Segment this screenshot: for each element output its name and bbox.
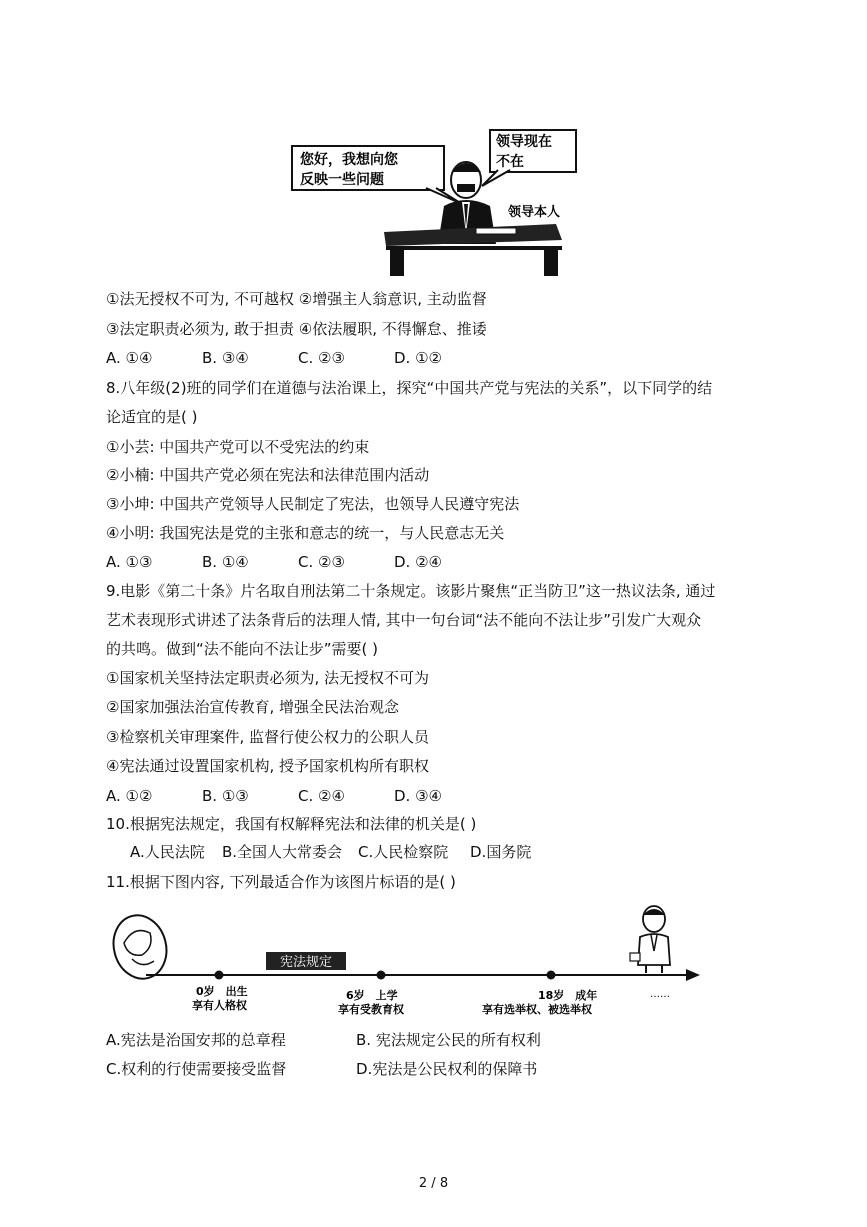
timeline-point-school [377,971,386,980]
q7-options [106,348,442,368]
timeline-point-adult [547,971,556,980]
timeline-age-0: 0岁 出生 [196,985,248,998]
q8-option-a[interactable]: A. ①③ [106,553,153,571]
q7-option-c[interactable]: C. ②③ [298,349,345,367]
q7-option-b[interactable]: B. ③④ [202,349,249,367]
q9-item-4: ④宪法通过设置国家机构, 授予国家机构所有职权 [106,757,429,775]
q10-option-d[interactable]: D.国务院 [470,843,532,861]
q9-option-d[interactable]: D. ③④ [394,787,442,805]
q11-options-row-2 [106,1059,537,1079]
timeline-ellipsis: …… [650,989,670,1000]
q8-item-4: ④小明: 我国宪法是党的主张和意志的统一，与人民意志无关 [106,524,505,542]
q8-option-c[interactable]: C. ②③ [298,553,345,571]
bubble-left-line2: 反映一些问题 [300,172,384,188]
timeline-box-label: 宪法规定 [279,955,333,970]
q9-stem-line-3: 的共鸣。做到“法不能向不法让步”需要( ) [106,640,379,658]
page-number: 2 / 8 [418,1176,449,1191]
q9-options [106,786,442,806]
q8-item-3: ③小坤: 中国共产党领导人民制定了宪法，也领导人民遵守宪法 [106,495,520,513]
q10-stem: 10.根据宪法规定，我国有权解释宪法和法律的机关是( ) [106,815,477,833]
q7-item-line-1: ①法无授权不可为, 不可越权 ②增强主人翁意识, 主动监督 [106,290,487,308]
q9-option-a[interactable]: A. ①② [106,787,153,805]
q9-item-1: ①国家机关坚持法定职责必须为, 法无授权不可为 [106,669,429,687]
q8-options [106,552,442,572]
q9-option-b[interactable]: B. ①③ [202,787,249,805]
q11-option-b[interactable]: B. 宪法规定公民的所有权利 [356,1031,541,1049]
q11-stem: 11.根据下图内容, 下列最适合作为该图片标语的是( ) [106,873,456,891]
q7-option-a[interactable]: A. ①④ [106,349,153,367]
timeline-age-1: 6岁 上学 [346,989,398,1002]
q10-option-a[interactable]: A.人民法院 [130,843,205,861]
baby-icon [107,909,174,984]
q9-item-3: ③检察机关审理案件, 监督行使公权力的公职人员 [106,728,429,746]
q7-item-line-2: ③法定职责必须为, 敢于担责 ④依法履职, 不得懈怠、推诿 [106,320,487,338]
bubble-right-line2: 不在 [496,154,524,170]
timeline-right-0: 享有人格权 [192,999,247,1012]
q10-option-b[interactable]: B.全国人大常委会 [222,843,343,861]
desk-icon [384,224,562,276]
q9-stem-line-1: 9.电影《第二十条》片名取自刑法第二十条规定。该影片聚焦“正当防卫”这一热议法条, 通过 [106,582,716,600]
timeline-right-1: 享有受教育权 [338,1003,404,1016]
q8-stem-line-1: 8.八年级(2)班的同学们在道德与法治课上，探究“中国共产党与宪法的关系”，以下同学的结 [106,379,713,397]
q11-option-d[interactable]: D.宪法是公民权利的保障书 [356,1060,538,1078]
q8-item-1: ①小芸: 中国共产党可以不受宪法的约束 [106,438,370,456]
q9-stem-line-2: 艺术表现形式讲述了法条背后的法理人情, 其中一句台词“法不能向不法让步”引发广大观众 [106,611,702,629]
q7-option-d[interactable]: D. ①② [394,349,442,367]
bubble-right-line1: 领导现在 [496,134,552,150]
timeline-point-birth [215,971,224,980]
q11-options-row-1 [106,1030,541,1050]
q8-item-2: ②小楠: 中国共产党必须在宪法和法律范围内活动 [106,466,430,484]
cartoon-illustration [286,124,586,276]
q8-stem-line-2: 论适宜的是( ) [106,408,198,426]
timeline-right-2: 享有选举权、被选举权 [482,1003,592,1016]
q11-option-c[interactable]: C.权利的行使需要接受监督 [106,1060,287,1078]
q11-option-a[interactable]: A.宪法是治国安邦的总章程 [106,1031,286,1049]
q8-option-b[interactable]: B. ①④ [202,553,249,571]
cartoon-caption: 领导本人 [508,205,561,220]
q9-item-2: ②国家加强法治宣传教育, 增强全民法治观念 [106,698,399,716]
q10-option-c[interactable]: C.人民检察院 [358,843,449,861]
q8-option-d[interactable]: D. ②④ [394,553,442,571]
bubble-left-line1: 您好，我想向您 [300,152,398,168]
q9-option-c[interactable]: C. ②④ [298,787,345,805]
q10-options [130,842,531,862]
adult-person-icon [630,906,670,973]
timeline-age-2: 18岁 成年 [538,989,598,1002]
rights-timeline [106,903,706,1021]
